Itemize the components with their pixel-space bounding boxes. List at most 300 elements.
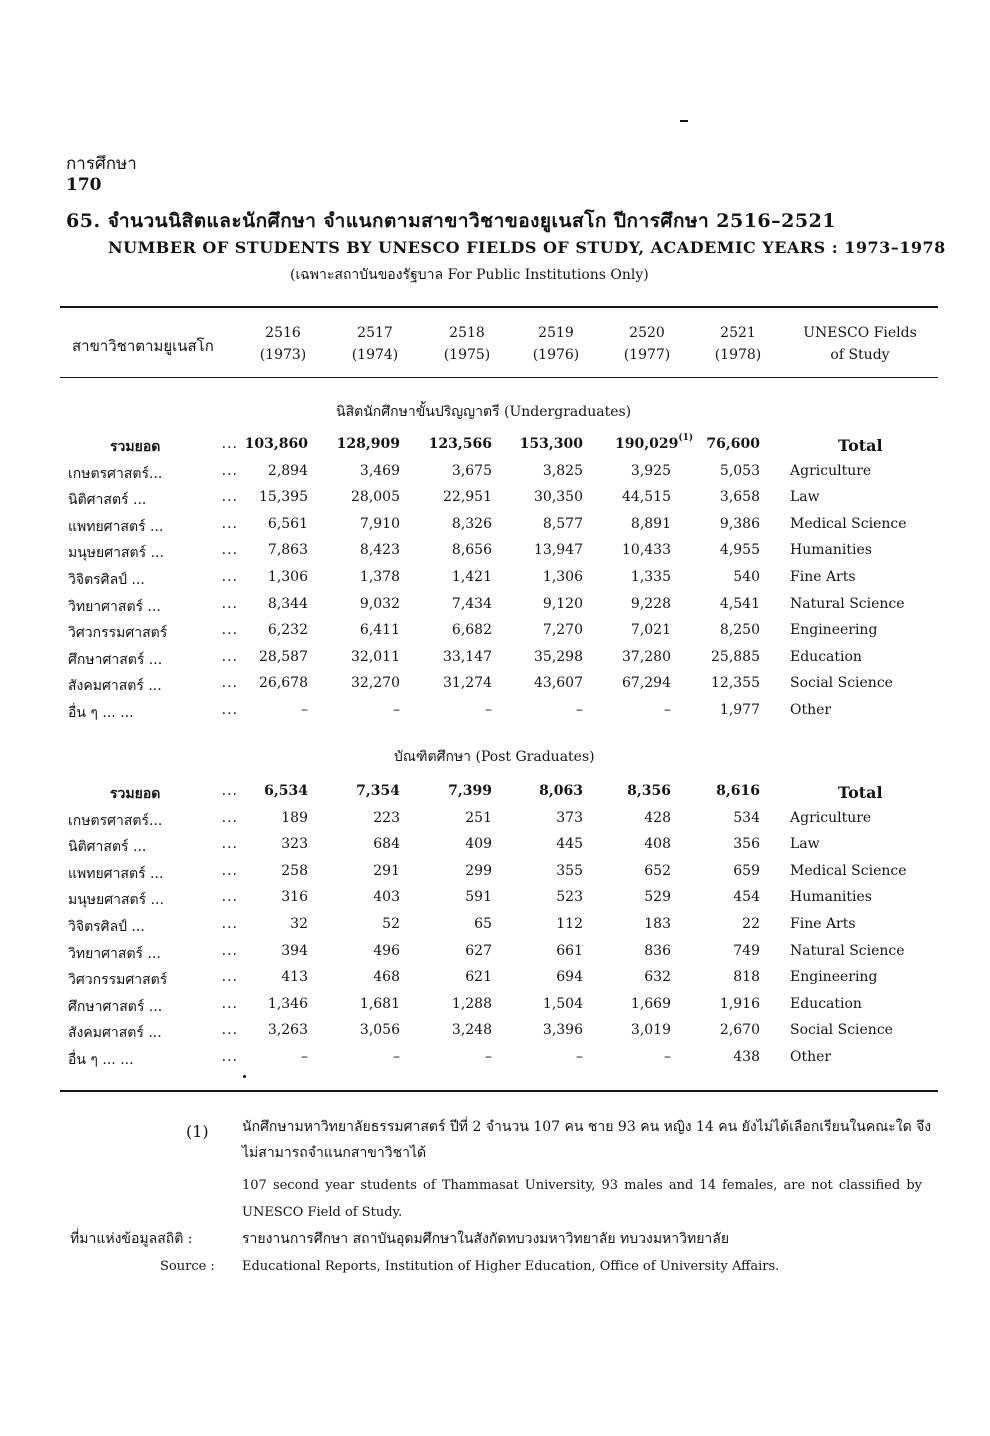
value-cell [422, 489, 492, 505]
value-cell [330, 649, 400, 665]
value-cell [690, 436, 760, 452]
footnote-ref: (1) [678, 433, 694, 443]
leader-dots: ... [221, 702, 238, 718]
value-text: 7,021 [630, 622, 671, 639]
table-row [60, 486, 938, 512]
value-cell [601, 969, 671, 985]
value-cell [513, 569, 583, 585]
value-cell [330, 436, 400, 452]
value-cell [513, 943, 583, 959]
year-header: 2519 (1976) [532, 325, 580, 363]
value-text: 627 [465, 942, 492, 959]
value-text: 6,534 [264, 783, 308, 799]
value-text: – [664, 1049, 671, 1065]
value-cell [690, 596, 760, 612]
title-thai-text: จำนวนนิสิตและนักศึกษา จำแนกตามสาขาวิชาของยูเนสโก ปีการศึกษา 2516–2521 [107, 210, 837, 232]
value-text: 2,670 [719, 1022, 760, 1039]
value-cell [330, 596, 400, 612]
value-text: 694 [556, 969, 583, 986]
value-text: 409 [465, 836, 492, 853]
value-text: – [576, 1049, 583, 1065]
value-text: – [301, 702, 308, 718]
table-row [60, 646, 938, 672]
table-title-english: NUMBER OF STUDENTS BY UNESCO FIELDS OF STUDY, ACADEMIC YEARS : 1973–1978 [108, 238, 946, 257]
source-text-thai: รายงานการศึกษา สถาบันอุดมศึกษาในสังกัดทบวงมหาวิทยาลัย ทบวงมหาวิทยาลัย [242, 1231, 730, 1247]
value-cell [513, 649, 583, 665]
leader-dots: ... [221, 916, 238, 932]
year-header: 2516 (1973) [259, 325, 307, 363]
row-label-thai: นิติศาสตร์ ... [68, 839, 147, 856]
value-cell [422, 702, 492, 718]
value-cell [422, 1022, 492, 1038]
row-label-english: Agriculture [790, 809, 872, 826]
value-text: 3,658 [719, 489, 760, 506]
value-cell [601, 810, 671, 826]
value-text: 30,350 [534, 489, 583, 506]
value-cell [601, 702, 671, 718]
value-text: 408 [644, 836, 671, 853]
value-text: 413 [281, 969, 308, 986]
row-label-english: Education [790, 995, 862, 1012]
value-text: 258 [281, 862, 308, 879]
value-text: 1,977 [719, 702, 760, 718]
value-text: 749 [733, 942, 760, 959]
leader-dots: ... [221, 969, 238, 986]
leader-dots: ... [221, 809, 238, 826]
value-text: 1,306 [542, 569, 583, 585]
value-cell [330, 463, 400, 479]
value-cell [601, 996, 671, 1012]
value-cell [422, 889, 492, 905]
row-label-thai: เกษตรศาสตร์... [68, 465, 163, 482]
value-cell [238, 622, 308, 638]
table-row [60, 913, 938, 939]
source-text-english: Educational Reports, Institution of Higher Education, Office of University Affairs. [242, 1259, 780, 1274]
leader-dots: ... [221, 436, 238, 452]
value-text: 32 [290, 916, 308, 932]
value-cell [690, 836, 760, 852]
value-cell [330, 810, 400, 826]
row-label-thai: มนุษยศาสตร์ ... [68, 545, 164, 562]
value-cell [513, 1049, 583, 1065]
value-text: 7,399 [448, 783, 492, 799]
value-cell [422, 569, 492, 585]
row-label-english: Engineering [790, 622, 878, 639]
value-text: – [301, 1049, 308, 1065]
value-cell [513, 863, 583, 879]
value-text: 1,669 [630, 995, 671, 1012]
value-cell [513, 969, 583, 985]
value-cell [422, 542, 492, 558]
value-cell [422, 675, 492, 691]
value-cell [601, 596, 671, 612]
value-cell [330, 516, 400, 532]
table-row [60, 513, 938, 539]
value-text: 1,504 [542, 995, 583, 1012]
value-cell [238, 516, 308, 532]
table-row [60, 966, 938, 992]
value-text: 251 [465, 809, 492, 826]
leader-dots: ... [221, 542, 238, 559]
table-title-thai [66, 206, 836, 236]
value-cell [238, 542, 308, 558]
leader-dots: ... [221, 462, 238, 479]
value-text: 3,056 [359, 1022, 400, 1039]
value-cell [690, 996, 760, 1012]
value-text: 223 [373, 809, 400, 826]
value-text: 128,909 [336, 436, 400, 452]
value-cell [513, 463, 583, 479]
value-cell [690, 622, 760, 638]
value-text: 529 [644, 889, 671, 906]
value-text: 7,910 [359, 515, 400, 532]
row-label-english: Fine Arts [790, 916, 856, 932]
value-text: 13,947 [534, 542, 583, 559]
value-cell [690, 542, 760, 558]
value-cell [330, 542, 400, 558]
value-cell [238, 783, 308, 799]
value-cell [330, 783, 400, 799]
total-row [60, 433, 938, 459]
value-text: – [393, 702, 400, 718]
column-head-unesco: UNESCO Fields of Study [803, 325, 917, 363]
running-header: การศึกษา [66, 154, 137, 174]
value-text: 438 [733, 1049, 760, 1065]
value-text: 1,378 [359, 569, 400, 585]
value-cell [690, 463, 760, 479]
year-header: 2518 (1975) [443, 325, 491, 363]
value-text: 3,263 [267, 1022, 308, 1039]
leader-dots: ... [221, 675, 238, 692]
row-label-thai: วิศวกรรมศาสตร์ [68, 972, 168, 989]
value-cell [513, 596, 583, 612]
value-cell [513, 836, 583, 852]
value-cell [601, 489, 671, 505]
value-cell [238, 702, 308, 718]
table-row [60, 672, 938, 698]
row-label-thai: อื่น ๆ ... ... [68, 705, 134, 721]
row-label-english: Social Science [790, 675, 893, 692]
value-cell [601, 916, 671, 932]
value-cell [422, 783, 492, 799]
value-text: 6,682 [451, 622, 492, 639]
value-text: 189 [281, 809, 308, 826]
value-cell [330, 622, 400, 638]
value-cell [690, 702, 760, 718]
row-label-english: Law [790, 836, 820, 853]
value-cell [513, 783, 583, 799]
value-cell [690, 810, 760, 826]
value-cell [330, 889, 400, 905]
row-label-english: Education [790, 648, 862, 665]
value-text: 373 [556, 809, 583, 826]
value-text: – [576, 702, 583, 718]
value-text: 8,577 [542, 515, 583, 532]
value-cell [422, 996, 492, 1012]
value-text: 534 [733, 809, 760, 826]
value-cell [513, 436, 583, 452]
value-cell [422, 516, 492, 532]
footnote-english: 107 second year students of Thammasat University, 93 males and 14 females, are not classified by UNESCO Field of Study. [242, 1178, 922, 1220]
value-text: 316 [281, 889, 308, 906]
value-text: 37,280 [622, 648, 671, 665]
value-text: 43,607 [534, 675, 583, 692]
value-cell [238, 996, 308, 1012]
value-text: 621 [465, 969, 492, 986]
row-label-english: Other [790, 1049, 832, 1065]
value-cell [422, 969, 492, 985]
section-heading-undergraduates: นิสิตนักศึกษาขั้นปริญญาตรี (Undergraduates) [336, 404, 632, 420]
value-cell [690, 489, 760, 505]
value-cell [690, 943, 760, 959]
value-text: 818 [733, 969, 760, 986]
table-row [60, 460, 938, 486]
value-text: 445 [556, 836, 583, 853]
value-text: 652 [644, 862, 671, 879]
value-cell [615, 433, 694, 452]
value-text: 356 [733, 836, 760, 853]
value-text: 28,005 [351, 489, 400, 506]
value-text: 8,656 [451, 542, 492, 559]
leader-dots: ... [221, 836, 238, 853]
value-text: 659 [733, 862, 760, 879]
row-label-english: Social Science [790, 1022, 893, 1039]
table-row [60, 699, 938, 725]
row-label-english: Natural Science [790, 595, 905, 612]
value-text: 4,541 [719, 595, 760, 612]
value-cell [601, 463, 671, 479]
value-text: 661 [556, 942, 583, 959]
value-cell [330, 863, 400, 879]
value-text: 31,274 [443, 675, 492, 692]
value-text: 8,356 [627, 783, 671, 799]
value-text: 540 [733, 569, 760, 585]
value-text: 12,355 [711, 675, 760, 692]
value-text: 3,019 [630, 1022, 671, 1039]
row-label-thai: วิจิตรศิลป์ ... [68, 572, 145, 588]
value-text: 1,421 [451, 569, 492, 585]
table-row [60, 886, 938, 912]
value-text: 5,053 [719, 462, 760, 479]
row-label-thai: สังคมศาสตร์ ... [68, 1025, 162, 1042]
value-text: 76,600 [706, 436, 760, 452]
value-text: 6,411 [359, 622, 400, 639]
value-cell [690, 889, 760, 905]
row-label-thai: แพทยศาสตร์ ... [68, 865, 164, 882]
value-text: – [664, 702, 671, 718]
table-row [60, 860, 938, 886]
value-cell [601, 542, 671, 558]
value-cell [422, 863, 492, 879]
leader-dots: ... [221, 569, 238, 585]
table-number: 65. [66, 210, 101, 232]
column-head-field: สาขาวิชาตามยูเนสโก [72, 337, 214, 355]
value-cell [422, 649, 492, 665]
value-cell [238, 889, 308, 905]
value-cell [601, 569, 671, 585]
source-label-thai: ที่มาแห่งข้อมูลสถิติ : [70, 1231, 193, 1247]
value-cell [690, 516, 760, 532]
value-cell [513, 1022, 583, 1038]
row-label-thai: นิติศาสตร์ ... [68, 492, 147, 509]
value-text: 468 [373, 969, 400, 986]
value-cell [422, 836, 492, 852]
value-text: 67,294 [622, 675, 671, 692]
leader-dots: ... [221, 889, 238, 906]
leader-dots: ... [221, 862, 238, 879]
year-header: 2517 (1974) [351, 325, 399, 363]
value-text: 684 [373, 836, 400, 853]
value-text: 1,335 [630, 569, 671, 585]
value-cell [601, 1022, 671, 1038]
value-text: 394 [281, 942, 308, 959]
value-text: 7,270 [542, 622, 583, 639]
value-cell [238, 436, 308, 452]
value-cell [422, 943, 492, 959]
table-row [60, 940, 938, 966]
value-text: 32,270 [351, 675, 400, 692]
row-label-thai: ศึกษาศาสตร์ ... [68, 651, 163, 668]
value-text: 123,566 [428, 436, 492, 452]
value-text: 355 [556, 862, 583, 879]
row-label-thai: แพทยศาสตร์ ... [68, 518, 164, 535]
row-label-thai: วิทยาศาสตร์ ... [68, 945, 161, 962]
row-label-thai: เกษตรศาสตร์... [68, 812, 163, 829]
value-cell [513, 702, 583, 718]
leader-dots: ... [221, 942, 238, 959]
value-cell [238, 675, 308, 691]
value-text: 8,250 [719, 622, 760, 639]
value-cell [238, 863, 308, 879]
row-label-thai: รวมยอด [110, 786, 161, 802]
value-text: 403 [373, 889, 400, 906]
value-text: 28,587 [259, 648, 308, 665]
leader-dots: ... [221, 648, 238, 665]
value-cell [513, 996, 583, 1012]
table-row [60, 539, 938, 565]
row-label-english: Natural Science [790, 942, 905, 959]
value-text: 4,955 [719, 542, 760, 559]
value-text: 25,885 [711, 648, 760, 665]
value-cell [330, 996, 400, 1012]
table-row [60, 833, 938, 859]
row-label-thai: วิทยาศาสตร์ ... [68, 598, 161, 615]
row-label-english: Total [838, 783, 883, 802]
value-text: 1,916 [719, 995, 760, 1012]
row-label-thai: อื่น ๆ ... ... [68, 1052, 134, 1068]
value-text: 591 [465, 889, 492, 906]
value-cell [513, 622, 583, 638]
value-cell [330, 969, 400, 985]
value-cell [238, 969, 308, 985]
value-cell [238, 596, 308, 612]
value-text: 299 [465, 862, 492, 879]
row-label-english: Medical Science [790, 862, 907, 879]
value-text: 10,433 [622, 542, 671, 559]
value-text: 112 [556, 916, 583, 932]
value-text: 8,616 [716, 783, 760, 799]
value-cell [513, 810, 583, 826]
value-cell [690, 1049, 760, 1065]
top-rule [60, 306, 938, 308]
value-cell [513, 542, 583, 558]
section-heading-postgraduates: บัณฑิตศึกษา (Post Graduates) [394, 749, 595, 765]
value-text: 9,386 [719, 515, 760, 532]
value-cell [238, 1049, 308, 1065]
table-subtitle: (เฉพาะสถาบันของรัฐบาล For Public Institutions Only) [290, 267, 649, 283]
row-label-english: Fine Arts [790, 569, 856, 585]
value-text: 183 [644, 916, 671, 932]
value-text: 291 [373, 862, 400, 879]
leader-dots: ... [221, 489, 238, 506]
value-cell [330, 675, 400, 691]
value-text: 9,120 [542, 595, 583, 612]
value-text: 3,925 [630, 462, 671, 479]
value-text: 15,395 [259, 489, 308, 506]
value-cell [601, 649, 671, 665]
value-cell [513, 675, 583, 691]
value-text: 7,354 [356, 783, 400, 799]
value-text: 836 [644, 942, 671, 959]
value-cell [238, 836, 308, 852]
value-cell [601, 622, 671, 638]
row-label-english: Humanities [790, 542, 872, 559]
value-text: 428 [644, 809, 671, 826]
value-text: 7,434 [451, 595, 492, 612]
page-number: 170 [66, 175, 102, 195]
row-label-thai: รวมยอด [110, 439, 161, 455]
source-label-english: Source : [160, 1259, 215, 1274]
row-label-thai: มนุษยศาสตร์ ... [68, 892, 164, 909]
stray-mark [680, 120, 688, 122]
value-text: 8,063 [539, 783, 583, 799]
value-cell [238, 463, 308, 479]
value-cell [422, 463, 492, 479]
year-header: 2520 (1977) [623, 325, 671, 363]
value-text: 2,894 [267, 462, 308, 479]
value-cell [422, 596, 492, 612]
value-text: 22 [742, 916, 760, 932]
value-cell [513, 889, 583, 905]
value-cell [601, 675, 671, 691]
leader-dots: ... [221, 783, 238, 799]
value-cell [601, 836, 671, 852]
value-cell [513, 916, 583, 932]
value-text: 8,326 [451, 515, 492, 532]
table-row [60, 807, 938, 833]
value-cell [690, 863, 760, 879]
value-cell [330, 943, 400, 959]
value-cell [238, 489, 308, 505]
table-row [60, 993, 938, 1019]
value-text: 1,681 [359, 995, 400, 1012]
value-cell [330, 702, 400, 718]
leader-dots: ... [221, 1022, 238, 1039]
value-cell [601, 863, 671, 879]
value-text: 3,396 [542, 1022, 583, 1039]
value-cell [238, 1022, 308, 1038]
value-text: 3,825 [542, 462, 583, 479]
value-cell [601, 889, 671, 905]
value-text: 52 [382, 916, 400, 932]
value-text: 1,346 [267, 995, 308, 1012]
value-cell [238, 810, 308, 826]
footnote-thai: นักศึกษามหาวิทยาลัยธรรมศาสตร์ ปีที่ 2 จำนวน 107 คน ชาย 93 คน หญิง 14 คน ยังไม่ได้เลือกเรียนในคณะใด จึงไม่สามารถจำแนกสาขาวิชาได้ [242, 1119, 932, 1161]
value-cell [601, 516, 671, 532]
value-text: – [485, 1049, 492, 1065]
value-cell [690, 675, 760, 691]
value-text: 103,860 [244, 436, 308, 452]
